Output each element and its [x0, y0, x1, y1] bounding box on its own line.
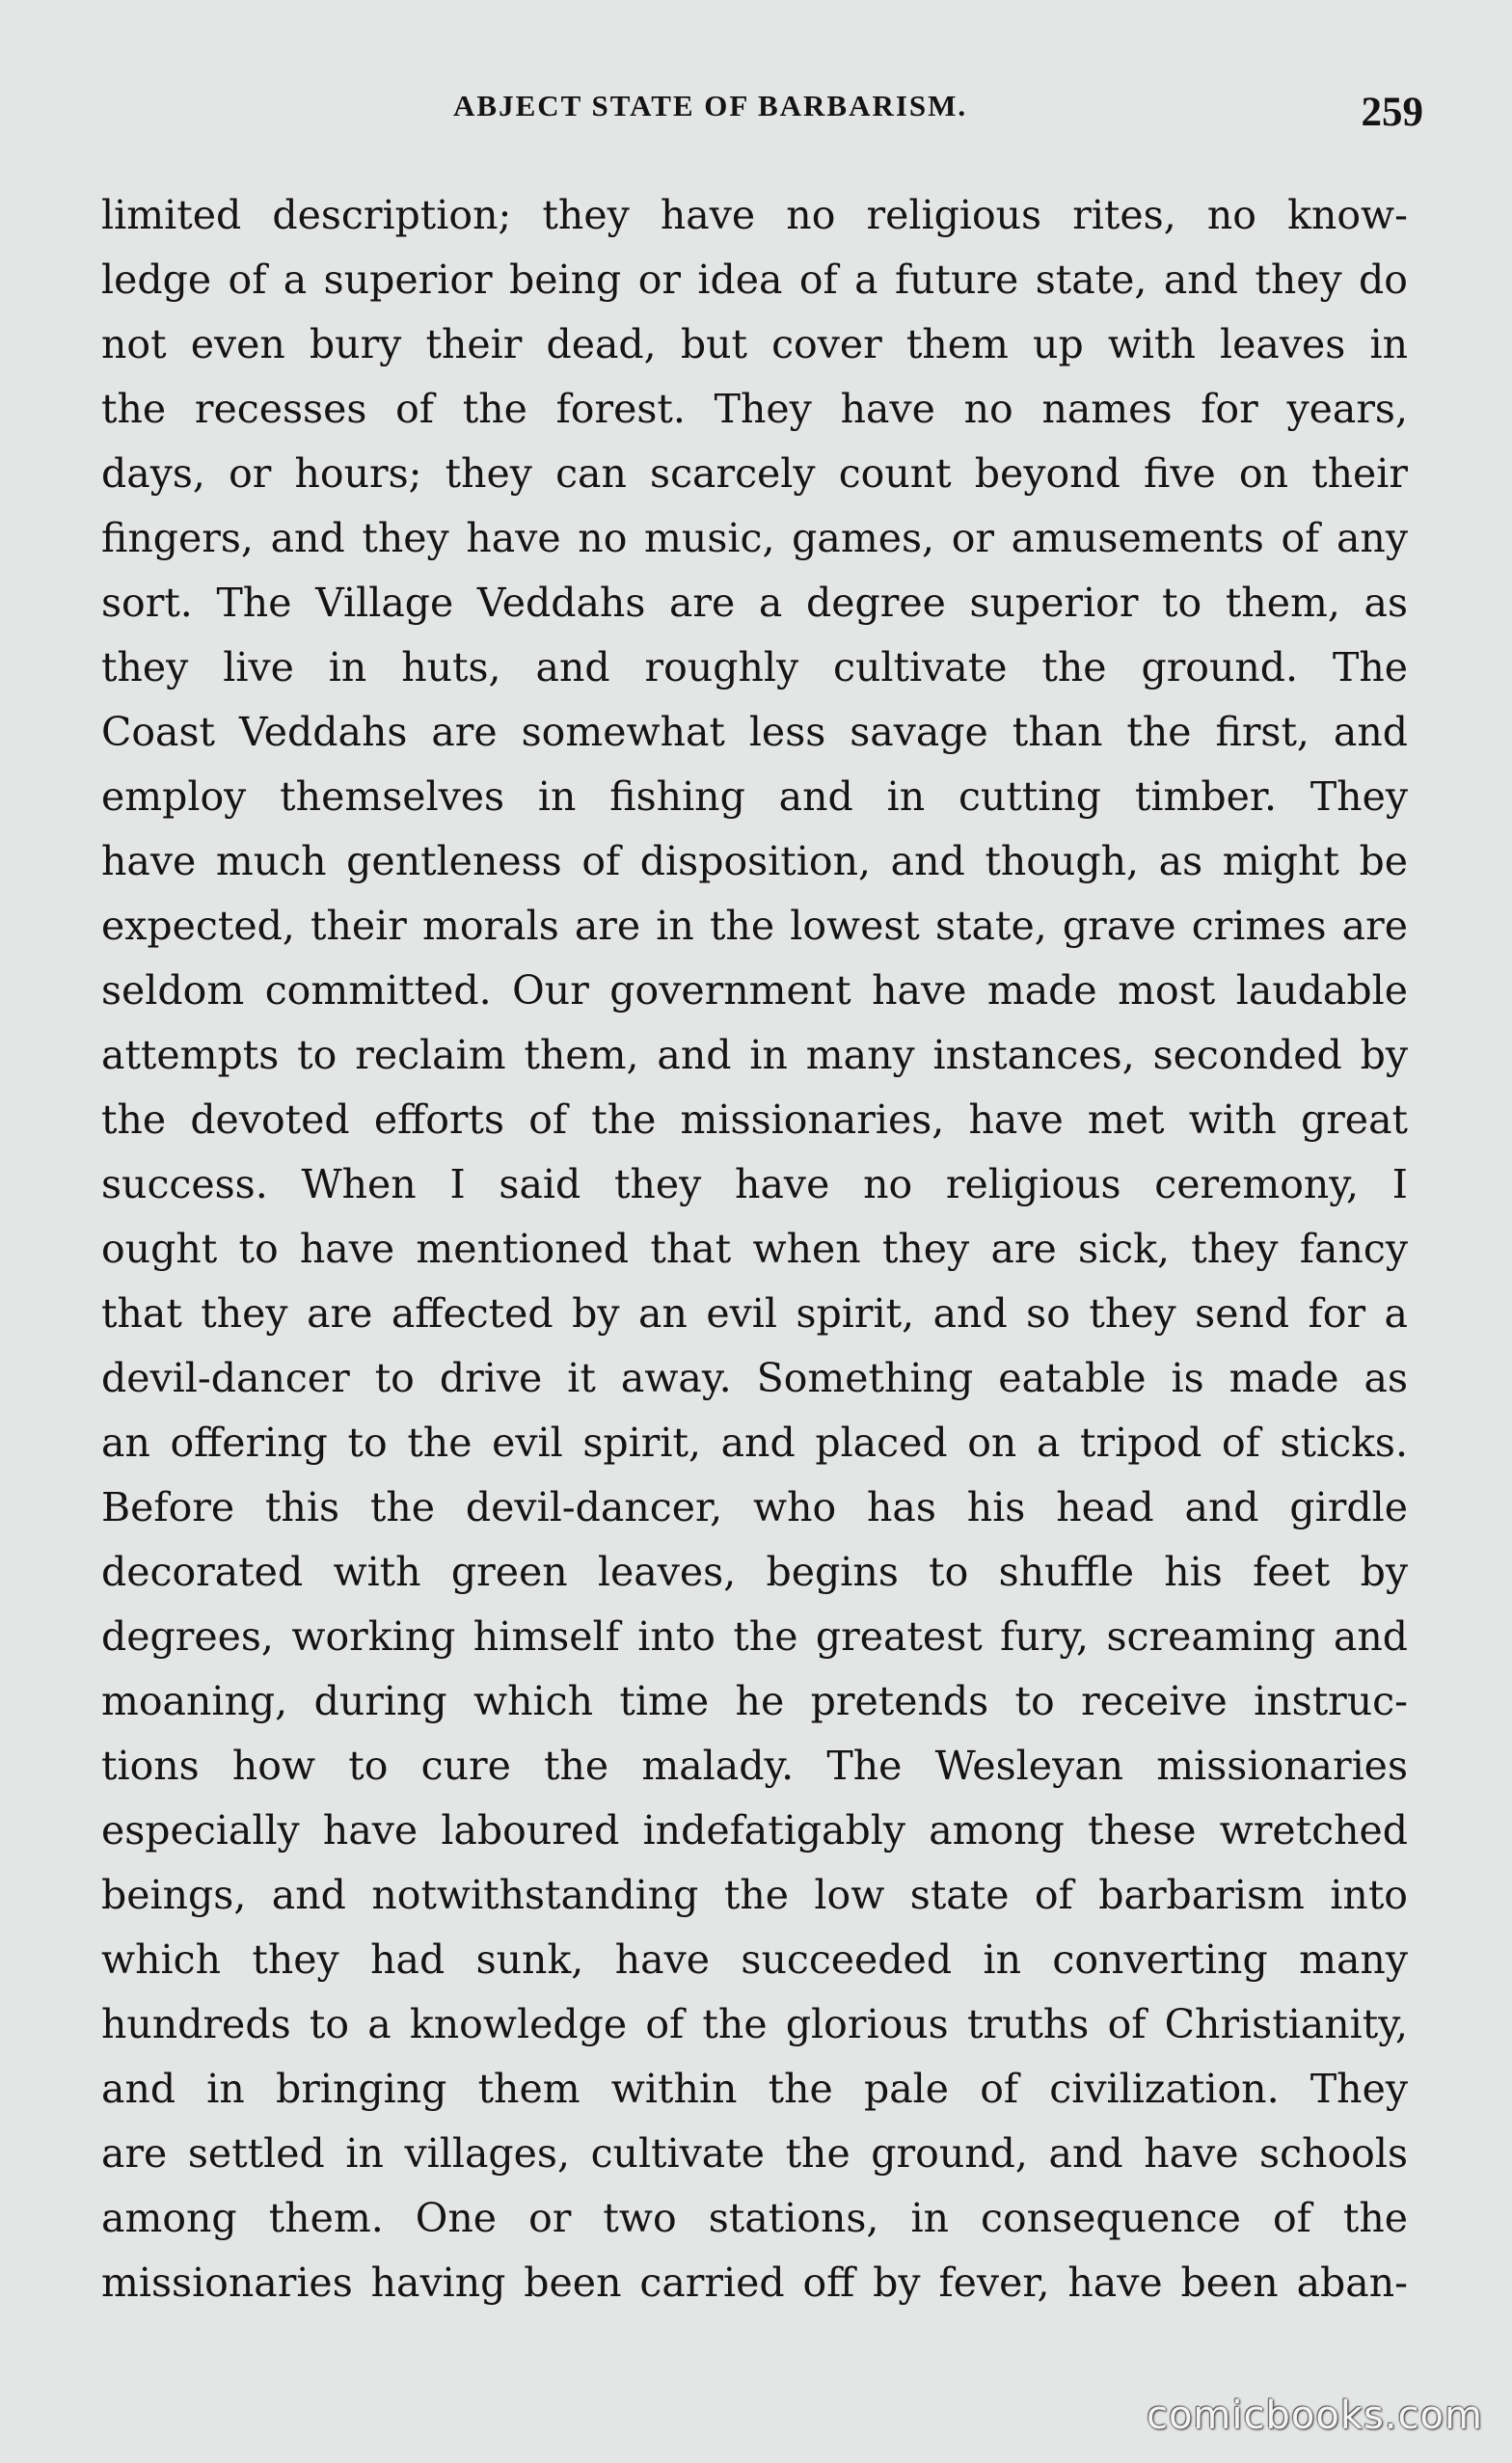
text-line: an offering to the evil spirit, and placed on a tripod of sticks.: [101, 1420, 1408, 1466]
text-line: attempts to reclaim them, and in many instances, seconded by: [101, 1032, 1408, 1078]
text-line: the devoted efforts of the missionaries, have met with great: [101, 1096, 1408, 1143]
text-line: are settled in villages, cultivate the ground, and have schools: [101, 2130, 1408, 2177]
body-text: [101, 183, 1408, 2315]
text-line: devil-dancer to drive it away. Something eatable is made as: [101, 1355, 1408, 1401]
text-line: not even bury their dead, but cover them up with leaves in: [101, 321, 1408, 367]
text-line: ledge of a superior being or idea of a future state, and they do: [101, 257, 1408, 303]
text-line: have much gentleness of disposition, and though, as might be: [101, 838, 1408, 884]
text-line: limited description; they have no religious rites, no know-: [101, 192, 1408, 238]
text-line: success. When I said they have no religious ceremony, I: [101, 1161, 1408, 1207]
text-line: hundreds to a knowledge of the glorious truths of Christianity,: [101, 2001, 1408, 2047]
running-head: ABJECT STATE OF BARBARISM.: [453, 89, 968, 122]
text-line: decorated with green leaves, begins to shuffle his feet by: [101, 1549, 1408, 1595]
text-line: Before this the devil-dancer, who has his head and girdle: [101, 1484, 1408, 1530]
watermark: comicbooks.com: [1146, 2394, 1483, 2438]
text-line: fingers, and they have no music, games, or amusements of any: [101, 515, 1408, 561]
text-line: especially have laboured indefatigably among these wretched: [101, 1807, 1408, 1854]
text-line: Coast Veddahs are somewhat less savage than the first, and: [101, 709, 1408, 755]
text-line: tions how to cure the malady. The Wesleyan missionaries: [101, 1743, 1408, 1789]
text-line: among them. One or two stations, in consequence of the: [101, 2195, 1408, 2241]
text-line: employ themselves in fishing and in cutting timber. They: [101, 773, 1408, 820]
text-line: missionaries having been carried off by fever, have been aban-: [101, 2260, 1408, 2306]
text-line: they live in huts, and roughly cultivate the ground. The: [101, 644, 1408, 690]
text-line: moaning, during which time he pretends to receive instruc-: [101, 1678, 1408, 1724]
text-line: that they are affected by an evil spirit, and so they send for a: [101, 1290, 1408, 1337]
text-line: days, or hours; they can scarcely count beyond five on their: [101, 450, 1408, 497]
text-line: which they had sunk, have succeeded in converting many: [101, 1936, 1408, 1983]
text-line: beings, and notwithstanding the low state of barbarism into: [101, 1872, 1408, 1918]
text-line: the recesses of the forest. They have no names for years,: [101, 386, 1408, 432]
text-line: and in bringing them within the pale of civilization. They: [101, 2066, 1408, 2112]
text-line: expected, their morals are in the lowest state, grave crimes are: [101, 903, 1408, 949]
text-line: degrees, working himself into the greatest fury, screaming and: [101, 1613, 1408, 1660]
text-line: ought to have mentioned that when they are sick, they fancy: [101, 1226, 1408, 1272]
page-number: 259: [1361, 90, 1423, 135]
text-line: sort. The Village Veddahs are a degree superior to them, as: [101, 580, 1408, 626]
text-line: seldom committed. Our government have made most laudable: [101, 967, 1408, 1014]
